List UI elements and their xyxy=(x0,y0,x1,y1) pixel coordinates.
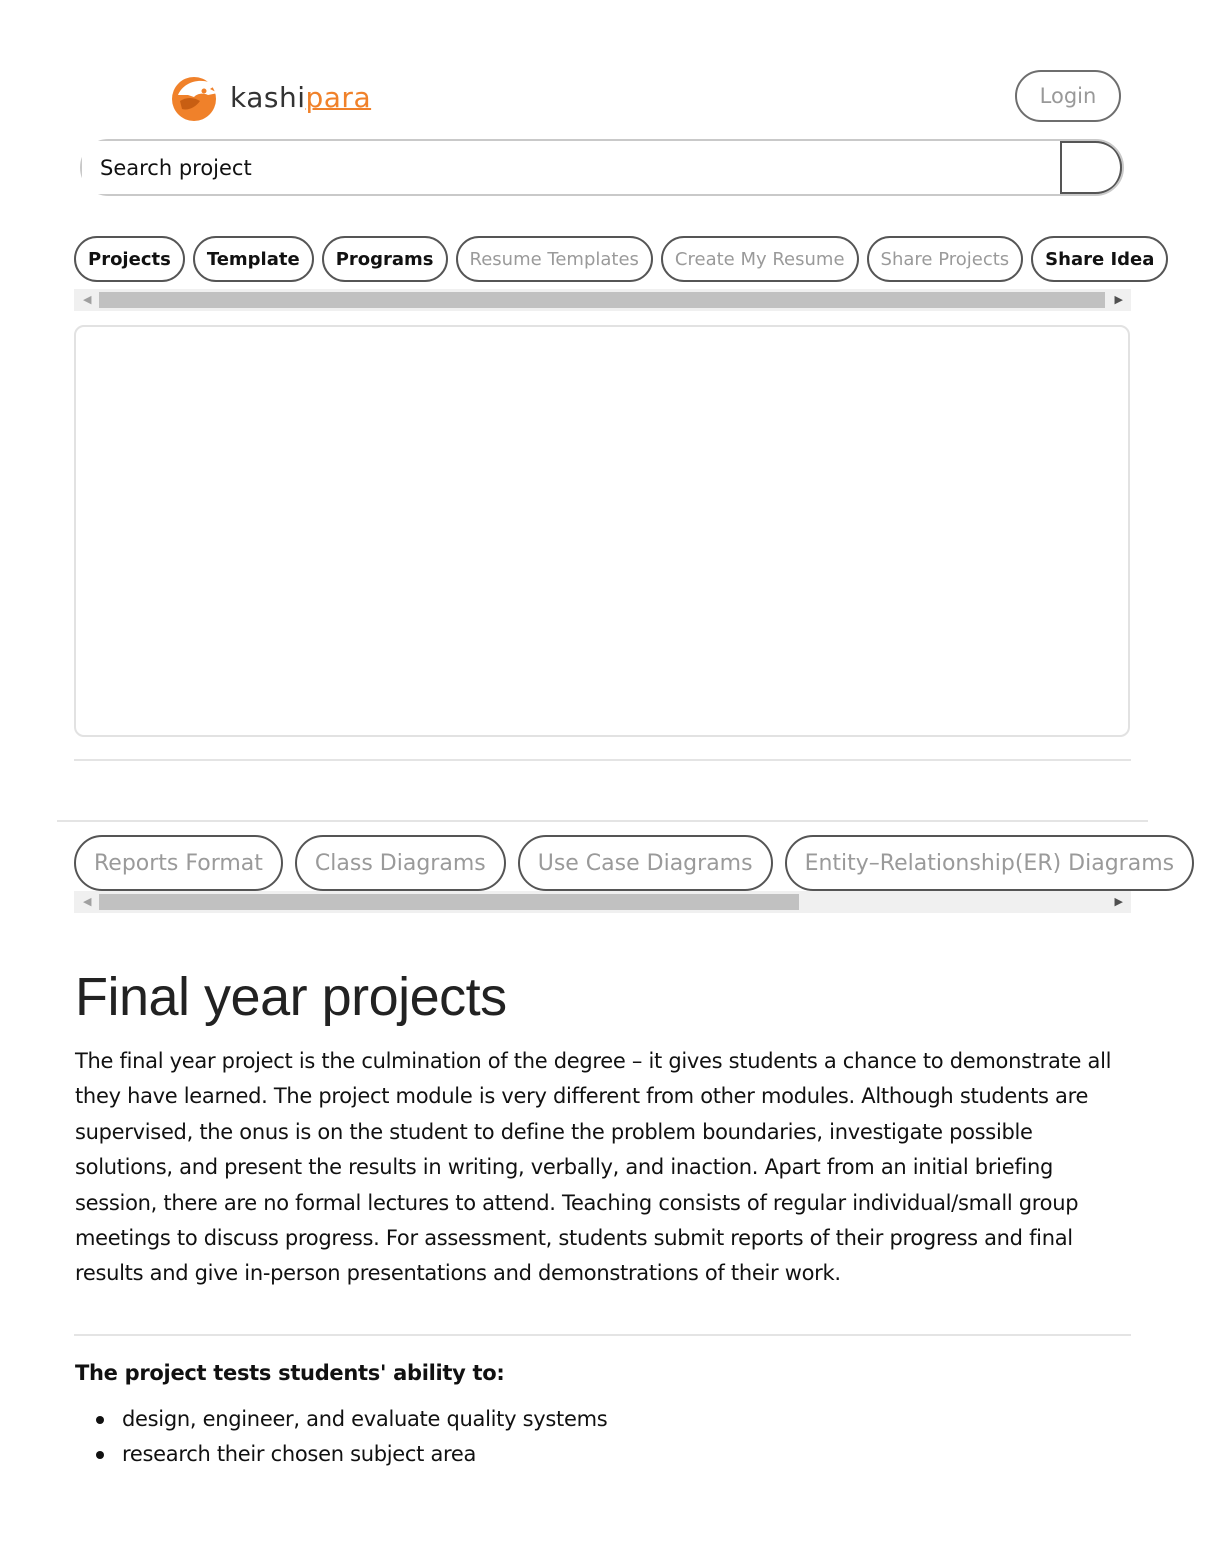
article-body: The final year project is the culmination of the degree – it gives students a chance to demonstrate all they have learned. The project module is very different from other modules. Although students are supervised, the onus is on the student to define the problem boundaries, investigate possible solutions, and present the results in writing, verbally, and inaction. Apart from an initial briefing session, there are no formal lectures to attend. Teaching consists of regular individual/small group meetings to discuss progress. For assessment, students submit reports of their progress and final results and give in-person presentations and demonstrations of their work. xyxy=(75,1049,1112,1286)
nav-class-diagrams[interactable]: Class Diagrams xyxy=(295,835,506,891)
search-bar xyxy=(80,139,1124,196)
search-input[interactable] xyxy=(82,141,1060,194)
nav-scrollbar[interactable] xyxy=(74,289,1131,311)
search-submit-button[interactable] xyxy=(1060,141,1122,194)
nav-programs[interactable]: Programs xyxy=(322,236,448,282)
diagram-nav xyxy=(74,835,1175,893)
nav-er-diagrams[interactable]: Entity–Relationship(ER) Diagrams xyxy=(785,835,1195,891)
logo-wordmark xyxy=(230,81,371,114)
divider xyxy=(57,820,1148,822)
list-item: design, engineer, and evaluate quality systems xyxy=(75,1402,607,1437)
nav-create-my-resume[interactable]: Create My Resume xyxy=(661,236,859,282)
nav-share-idea[interactable]: Share Idea xyxy=(1031,236,1168,282)
nav-scrollbar-thumb[interactable] xyxy=(99,292,1105,308)
divider xyxy=(74,759,1131,761)
scroll-left-arrow-icon[interactable]: ◀ xyxy=(83,895,92,908)
scroll-right-arrow-icon[interactable]: ▶ xyxy=(1114,293,1123,306)
section-heading: The project tests students' ability to: xyxy=(75,1361,505,1385)
divider xyxy=(74,1334,1131,1336)
tiger-logo-icon xyxy=(170,71,222,123)
scroll-right-arrow-icon[interactable]: ▶ xyxy=(1114,895,1123,908)
nav-share-projects[interactable]: Share Projects xyxy=(867,236,1024,282)
main-nav xyxy=(74,236,1155,284)
ability-list xyxy=(75,1402,607,1472)
diagram-scrollbar[interactable] xyxy=(74,891,1131,913)
logo-text-dark: kashi xyxy=(230,80,306,114)
site-logo[interactable] xyxy=(170,70,371,124)
login-button[interactable]: Login xyxy=(1015,70,1121,122)
nav-template[interactable]: Template xyxy=(193,236,314,282)
logo-text-accent: para xyxy=(305,80,372,114)
nav-resume-templates[interactable]: Resume Templates xyxy=(456,236,653,282)
page-title: Final year projects xyxy=(75,967,507,1027)
scroll-left-arrow-icon[interactable]: ◀ xyxy=(83,293,92,306)
list-item: research their chosen subject area xyxy=(75,1437,607,1472)
nav-use-case-diagrams[interactable]: Use Case Diagrams xyxy=(518,835,773,891)
nav-reports-format[interactable]: Reports Format xyxy=(74,835,283,891)
ad-placeholder xyxy=(74,325,1130,737)
diagram-scrollbar-thumb[interactable] xyxy=(99,894,799,910)
nav-projects[interactable]: Projects xyxy=(74,236,185,282)
